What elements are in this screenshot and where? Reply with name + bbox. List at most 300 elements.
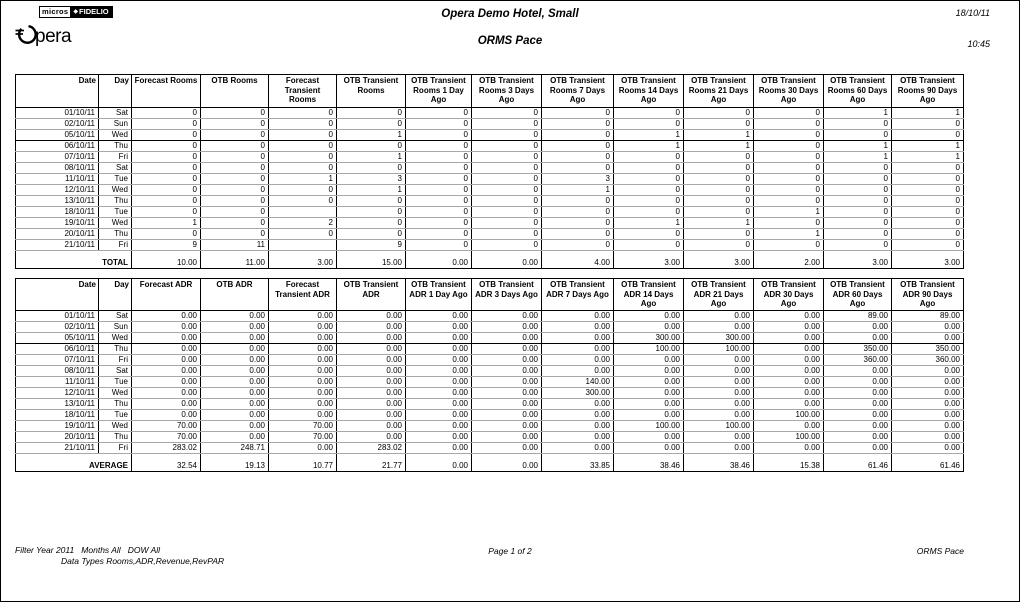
table-row <box>16 420 964 431</box>
value-cell: 0.00 <box>472 376 542 387</box>
value-cell: 0.00 <box>406 442 472 453</box>
column-header: OTB Transient Rooms 3 Days Ago <box>472 75 542 108</box>
rooms-pace-table <box>15 74 964 269</box>
column-header: OTB Transient Rooms 21 Days Ago <box>684 75 754 108</box>
value-cell: 0 <box>406 207 472 218</box>
value-cell: 1 <box>824 141 892 152</box>
value-cell: 100.00 <box>614 420 684 431</box>
value-cell: 0 <box>337 141 406 152</box>
summary-value: 19.13 <box>201 459 269 472</box>
value-cell: 0 <box>542 152 614 163</box>
value-cell: 0.00 <box>337 332 406 343</box>
value-cell: 0.00 <box>824 398 892 409</box>
value-cell: 0.00 <box>406 343 472 354</box>
value-cell: 0.00 <box>132 398 201 409</box>
column-header: OTB Transient ADR 1 Day Ago <box>406 279 472 311</box>
value-cell: 0.00 <box>337 343 406 354</box>
summary-value: 10.77 <box>269 459 337 472</box>
value-cell: 0 <box>754 130 824 141</box>
value-cell: 0 <box>337 196 406 207</box>
value-cell: 0 <box>406 185 472 196</box>
value-cell: 0.00 <box>684 321 754 332</box>
hotel-name: Opera Demo Hotel, Small <box>441 8 579 20</box>
value-cell: 0 <box>824 240 892 251</box>
date-cell: 08/10/11 <box>16 365 99 376</box>
value-cell: 0 <box>614 152 684 163</box>
summary-value: 38.46 <box>684 459 754 472</box>
value-cell: 0 <box>542 119 614 130</box>
value-cell: 0.00 <box>132 376 201 387</box>
value-cell: 0 <box>472 218 542 229</box>
value-cell: 0 <box>824 174 892 185</box>
value-cell: 0 <box>892 229 964 240</box>
value-cell: 0 <box>754 240 824 251</box>
value-cell: 0.00 <box>542 332 614 343</box>
value-cell: 0.00 <box>201 420 269 431</box>
value-cell: 0 <box>406 152 472 163</box>
date-cell: 01/10/11 <box>16 108 99 119</box>
value-cell: 0 <box>614 185 684 196</box>
value-cell: 350.00 <box>824 343 892 354</box>
value-cell: 0.00 <box>824 332 892 343</box>
value-cell: 0 <box>201 185 269 196</box>
value-cell: 0.00 <box>684 431 754 442</box>
value-cell: 0 <box>754 108 824 119</box>
day-cell: Wed <box>99 130 132 141</box>
table-row <box>16 141 964 152</box>
column-header: OTB Transient Rooms 7 Days Ago <box>542 75 614 108</box>
value-cell: 0 <box>472 185 542 196</box>
value-cell: 0.00 <box>269 398 337 409</box>
table-row <box>16 185 964 196</box>
value-cell: 0 <box>542 240 614 251</box>
value-cell: 0 <box>406 240 472 251</box>
value-cell: 0 <box>406 196 472 207</box>
day-cell: Sat <box>99 310 132 321</box>
value-cell: 0.00 <box>201 409 269 420</box>
column-header: OTB Transient Rooms 90 Days Ago <box>892 75 964 108</box>
value-cell: 0.00 <box>754 420 824 431</box>
value-cell: 0 <box>132 185 201 196</box>
date-cell: 19/10/11 <box>16 218 99 229</box>
column-header: Forecast ADR <box>132 279 201 311</box>
table-row <box>16 387 964 398</box>
value-cell: 0.00 <box>132 343 201 354</box>
value-cell: 0.00 <box>406 365 472 376</box>
date-cell: 01/10/11 <box>16 310 99 321</box>
value-cell: 0 <box>614 207 684 218</box>
value-cell: 0 <box>614 240 684 251</box>
value-cell: 0.00 <box>892 409 964 420</box>
column-header: Date <box>16 75 99 108</box>
date-cell: 06/10/11 <box>16 141 99 152</box>
value-cell: 0 <box>892 119 964 130</box>
value-cell: 0 <box>542 196 614 207</box>
value-cell: 0 <box>269 229 337 240</box>
value-cell: 0.00 <box>201 321 269 332</box>
value-cell: 0.00 <box>684 409 754 420</box>
value-cell: 0.00 <box>337 376 406 387</box>
date-cell: 12/10/11 <box>16 387 99 398</box>
value-cell: 350.00 <box>892 343 964 354</box>
date-cell: 11/10/11 <box>16 174 99 185</box>
value-cell: 70.00 <box>132 420 201 431</box>
value-cell: 0 <box>201 119 269 130</box>
value-cell: 0 <box>201 141 269 152</box>
value-cell: 0 <box>892 196 964 207</box>
day-cell: Wed <box>99 218 132 229</box>
opera-wordmark: pera <box>35 26 72 47</box>
value-cell: 0.00 <box>614 310 684 321</box>
date-cell: 07/10/11 <box>16 152 99 163</box>
column-header: OTB Transient ADR <box>337 279 406 311</box>
table-row <box>16 119 964 130</box>
value-cell: 0.00 <box>542 354 614 365</box>
value-cell: 0.00 <box>269 354 337 365</box>
column-header: OTB Transient Rooms <box>337 75 406 108</box>
date-cell: 02/10/11 <box>16 119 99 130</box>
value-cell <box>269 207 337 218</box>
summary-value: 15.38 <box>754 459 824 472</box>
summary-value: 3.00 <box>824 256 892 269</box>
summary-value: 0.00 <box>406 256 472 269</box>
day-cell: Wed <box>99 185 132 196</box>
value-cell: 0 <box>472 174 542 185</box>
value-cell: 0 <box>684 152 754 163</box>
value-cell: 0.00 <box>406 332 472 343</box>
value-cell: 0 <box>542 218 614 229</box>
value-cell: 1 <box>132 218 201 229</box>
value-cell: 0 <box>132 163 201 174</box>
day-cell: Tue <box>99 174 132 185</box>
day-cell: Sun <box>99 119 132 130</box>
value-cell: 1 <box>684 141 754 152</box>
value-cell: 0.00 <box>406 398 472 409</box>
value-cell: 0 <box>824 196 892 207</box>
date-cell: 08/10/11 <box>16 163 99 174</box>
value-cell: 0.00 <box>201 343 269 354</box>
value-cell: 0 <box>684 174 754 185</box>
value-cell: 0.00 <box>269 343 337 354</box>
value-cell: 0 <box>614 119 684 130</box>
value-cell: 0.00 <box>754 376 824 387</box>
value-cell: 1 <box>337 152 406 163</box>
value-cell: 0.00 <box>892 387 964 398</box>
value-cell: 0.00 <box>406 420 472 431</box>
footer-report-name: ORMS Pace <box>916 546 964 556</box>
value-cell: 0.00 <box>472 365 542 376</box>
column-header: Date <box>16 279 99 311</box>
value-cell: 0.00 <box>472 442 542 453</box>
value-cell: 360.00 <box>824 354 892 365</box>
value-cell: 0.00 <box>684 365 754 376</box>
value-cell: 0.00 <box>337 354 406 365</box>
value-cell: 0 <box>684 163 754 174</box>
table-row <box>16 130 964 141</box>
value-cell: 0 <box>406 163 472 174</box>
column-header: OTB Transient Rooms 60 Days Ago <box>824 75 892 108</box>
value-cell: 0 <box>892 218 964 229</box>
value-cell: 0.00 <box>269 310 337 321</box>
value-cell: 0.00 <box>754 387 824 398</box>
diamond-icon: ◆ <box>73 9 79 15</box>
value-cell: 3 <box>542 174 614 185</box>
column-header: OTB Transient ADR 30 Days Ago <box>754 279 824 311</box>
date-cell: 20/10/11 <box>16 229 99 240</box>
value-cell: 0 <box>614 174 684 185</box>
table-row <box>16 442 964 453</box>
day-cell: Tue <box>99 409 132 420</box>
table-row <box>16 398 964 409</box>
value-cell: 0.00 <box>337 310 406 321</box>
day-cell: Wed <box>99 332 132 343</box>
value-cell: 0 <box>201 174 269 185</box>
value-cell: 0.00 <box>337 409 406 420</box>
summary-value: 33.85 <box>542 459 614 472</box>
value-cell: 0 <box>201 218 269 229</box>
table-row <box>16 152 964 163</box>
value-cell: 0.00 <box>132 365 201 376</box>
column-header: OTB Transient Rooms 14 Days Ago <box>614 75 684 108</box>
summary-value: 0.00 <box>472 459 542 472</box>
value-cell: 0.00 <box>201 365 269 376</box>
value-cell: 0.00 <box>472 420 542 431</box>
value-cell: 0 <box>684 240 754 251</box>
value-cell: 283.02 <box>337 442 406 453</box>
value-cell: 0.00 <box>614 398 684 409</box>
value-cell: 0.00 <box>472 409 542 420</box>
value-cell: 0 <box>472 196 542 207</box>
value-cell: 0.00 <box>684 376 754 387</box>
summary-value: 0.00 <box>472 256 542 269</box>
value-cell: 0 <box>824 229 892 240</box>
value-cell: 0.00 <box>269 387 337 398</box>
value-cell: 0.00 <box>824 376 892 387</box>
value-cell: 0 <box>406 218 472 229</box>
column-header: OTB Rooms <box>201 75 269 108</box>
value-cell: 0.00 <box>614 409 684 420</box>
value-cell: 0 <box>472 229 542 240</box>
value-cell: 1 <box>269 174 337 185</box>
value-cell: 1 <box>892 152 964 163</box>
value-cell: 140.00 <box>542 376 614 387</box>
value-cell: 0 <box>614 229 684 240</box>
value-cell: 0.00 <box>892 332 964 343</box>
value-cell: 0 <box>201 229 269 240</box>
table-row <box>16 163 964 174</box>
value-cell: 0.00 <box>132 409 201 420</box>
day-cell: Fri <box>99 152 132 163</box>
value-cell: 0.00 <box>614 365 684 376</box>
value-cell: 0.00 <box>754 321 824 332</box>
value-cell: 0.00 <box>542 409 614 420</box>
value-cell: 0.00 <box>542 431 614 442</box>
value-cell: 0 <box>269 119 337 130</box>
value-cell: 0.00 <box>337 431 406 442</box>
column-header: OTB ADR <box>201 279 269 311</box>
value-cell: 0 <box>337 229 406 240</box>
date-cell: 05/10/11 <box>16 130 99 141</box>
value-cell: 0.00 <box>406 431 472 442</box>
value-cell: 0.00 <box>824 431 892 442</box>
value-cell: 0 <box>201 163 269 174</box>
value-cell: 0 <box>132 207 201 218</box>
value-cell: 0 <box>472 163 542 174</box>
value-cell: 0 <box>684 119 754 130</box>
value-cell: 0 <box>754 185 824 196</box>
summary-label: AVERAGE <box>16 459 132 472</box>
value-cell: 0 <box>472 141 542 152</box>
value-cell: 100.00 <box>684 343 754 354</box>
value-cell: 300.00 <box>614 332 684 343</box>
date-cell: 13/10/11 <box>16 398 99 409</box>
value-cell: 0 <box>892 240 964 251</box>
value-cell: 0 <box>754 141 824 152</box>
table-row <box>16 365 964 376</box>
value-cell: 0.00 <box>754 310 824 321</box>
value-cell: 0.00 <box>614 321 684 332</box>
value-cell: 0.00 <box>472 343 542 354</box>
value-cell: 2 <box>269 218 337 229</box>
value-cell: 0.00 <box>542 321 614 332</box>
summary-value: 4.00 <box>542 256 614 269</box>
value-cell: 0 <box>269 185 337 196</box>
day-cell: Sun <box>99 321 132 332</box>
column-header: OTB Transient ADR 21 Days Ago <box>684 279 754 311</box>
value-cell: 0.00 <box>892 442 964 453</box>
value-cell: 0 <box>542 207 614 218</box>
value-cell: 0 <box>892 130 964 141</box>
value-cell: 0 <box>754 163 824 174</box>
value-cell: 0 <box>542 141 614 152</box>
column-header: OTB Transient ADR 7 Days Ago <box>542 279 614 311</box>
value-cell: 0.00 <box>542 343 614 354</box>
summary-label: TOTAL <box>16 256 132 269</box>
value-cell: 1 <box>824 152 892 163</box>
day-cell: Sat <box>99 163 132 174</box>
value-cell: 0.00 <box>892 398 964 409</box>
value-cell: 0.00 <box>132 354 201 365</box>
value-cell: 0 <box>132 152 201 163</box>
value-cell: 0 <box>201 130 269 141</box>
value-cell: 0.00 <box>824 442 892 453</box>
column-header: Forecast Rooms <box>132 75 201 108</box>
date-cell: 18/10/11 <box>16 207 99 218</box>
value-cell: 0 <box>132 196 201 207</box>
value-cell: 1 <box>614 218 684 229</box>
date-cell: 12/10/11 <box>16 185 99 196</box>
value-cell: 0 <box>754 174 824 185</box>
column-header: OTB Transient ADR 14 Days Ago <box>614 279 684 311</box>
value-cell: 0.00 <box>132 321 201 332</box>
value-cell: 0 <box>542 163 614 174</box>
table-row <box>16 196 964 207</box>
date-cell: 21/10/11 <box>16 442 99 453</box>
value-cell: 0 <box>754 152 824 163</box>
value-cell: 0.00 <box>269 365 337 376</box>
summary-value: 10.00 <box>132 256 201 269</box>
summary-value: 15.00 <box>337 256 406 269</box>
value-cell: 9 <box>132 240 201 251</box>
value-cell: 1 <box>542 185 614 196</box>
value-cell: 0 <box>542 108 614 119</box>
value-cell: 0 <box>132 130 201 141</box>
value-cell: 0 <box>892 185 964 196</box>
date-cell: 11/10/11 <box>16 376 99 387</box>
value-cell: 0 <box>337 207 406 218</box>
table-row <box>16 218 964 229</box>
value-cell: 0 <box>201 196 269 207</box>
adr-pace-table <box>15 278 964 472</box>
value-cell: 11 <box>201 240 269 251</box>
day-cell: Thu <box>99 229 132 240</box>
value-cell: 0.00 <box>754 398 824 409</box>
value-cell: 0 <box>337 119 406 130</box>
day-cell: Thu <box>99 398 132 409</box>
value-cell: 0 <box>754 218 824 229</box>
value-cell: 0.00 <box>892 321 964 332</box>
value-cell: 0.00 <box>542 398 614 409</box>
value-cell: 0.00 <box>542 310 614 321</box>
value-cell: 0.00 <box>406 409 472 420</box>
value-cell: 0 <box>472 130 542 141</box>
value-cell: 0 <box>269 152 337 163</box>
value-cell: 0 <box>754 119 824 130</box>
value-cell: 0 <box>614 108 684 119</box>
value-cell: 0 <box>337 163 406 174</box>
value-cell: 0 <box>269 196 337 207</box>
value-cell: 3 <box>337 174 406 185</box>
summary-value: 11.00 <box>201 256 269 269</box>
value-cell <box>269 240 337 251</box>
value-cell: 0.00 <box>201 332 269 343</box>
date-cell: 13/10/11 <box>16 196 99 207</box>
value-cell: 0 <box>406 229 472 240</box>
value-cell: 0.00 <box>892 365 964 376</box>
value-cell: 0 <box>684 229 754 240</box>
date-cell: 02/10/11 <box>16 321 99 332</box>
value-cell: 0.00 <box>269 332 337 343</box>
value-cell: 0 <box>824 218 892 229</box>
value-cell: 0.00 <box>406 376 472 387</box>
fidelio-text: FIDELIO <box>79 7 109 16</box>
value-cell: 0 <box>406 141 472 152</box>
value-cell: 0.00 <box>201 431 269 442</box>
value-cell: 0.00 <box>684 354 754 365</box>
value-cell: 0.00 <box>472 321 542 332</box>
summary-value: 0.00 <box>406 459 472 472</box>
table-row <box>16 343 964 354</box>
value-cell: 0 <box>824 119 892 130</box>
rooms-header-row <box>16 75 964 108</box>
value-cell: 248.71 <box>201 442 269 453</box>
column-header: Forecast Transient ADR <box>269 279 337 311</box>
value-cell: 0.00 <box>542 442 614 453</box>
value-cell: 0.00 <box>754 365 824 376</box>
value-cell: 0.00 <box>406 321 472 332</box>
value-cell: 89.00 <box>892 310 964 321</box>
value-cell: 0.00 <box>337 398 406 409</box>
value-cell: 0 <box>824 185 892 196</box>
value-cell: 0.00 <box>472 354 542 365</box>
value-cell: 0 <box>472 108 542 119</box>
value-cell: 89.00 <box>824 310 892 321</box>
value-cell: 0 <box>406 130 472 141</box>
summary-value: 38.46 <box>614 459 684 472</box>
value-cell: 1 <box>614 130 684 141</box>
value-cell: 300.00 <box>684 332 754 343</box>
value-cell: 0 <box>754 196 824 207</box>
